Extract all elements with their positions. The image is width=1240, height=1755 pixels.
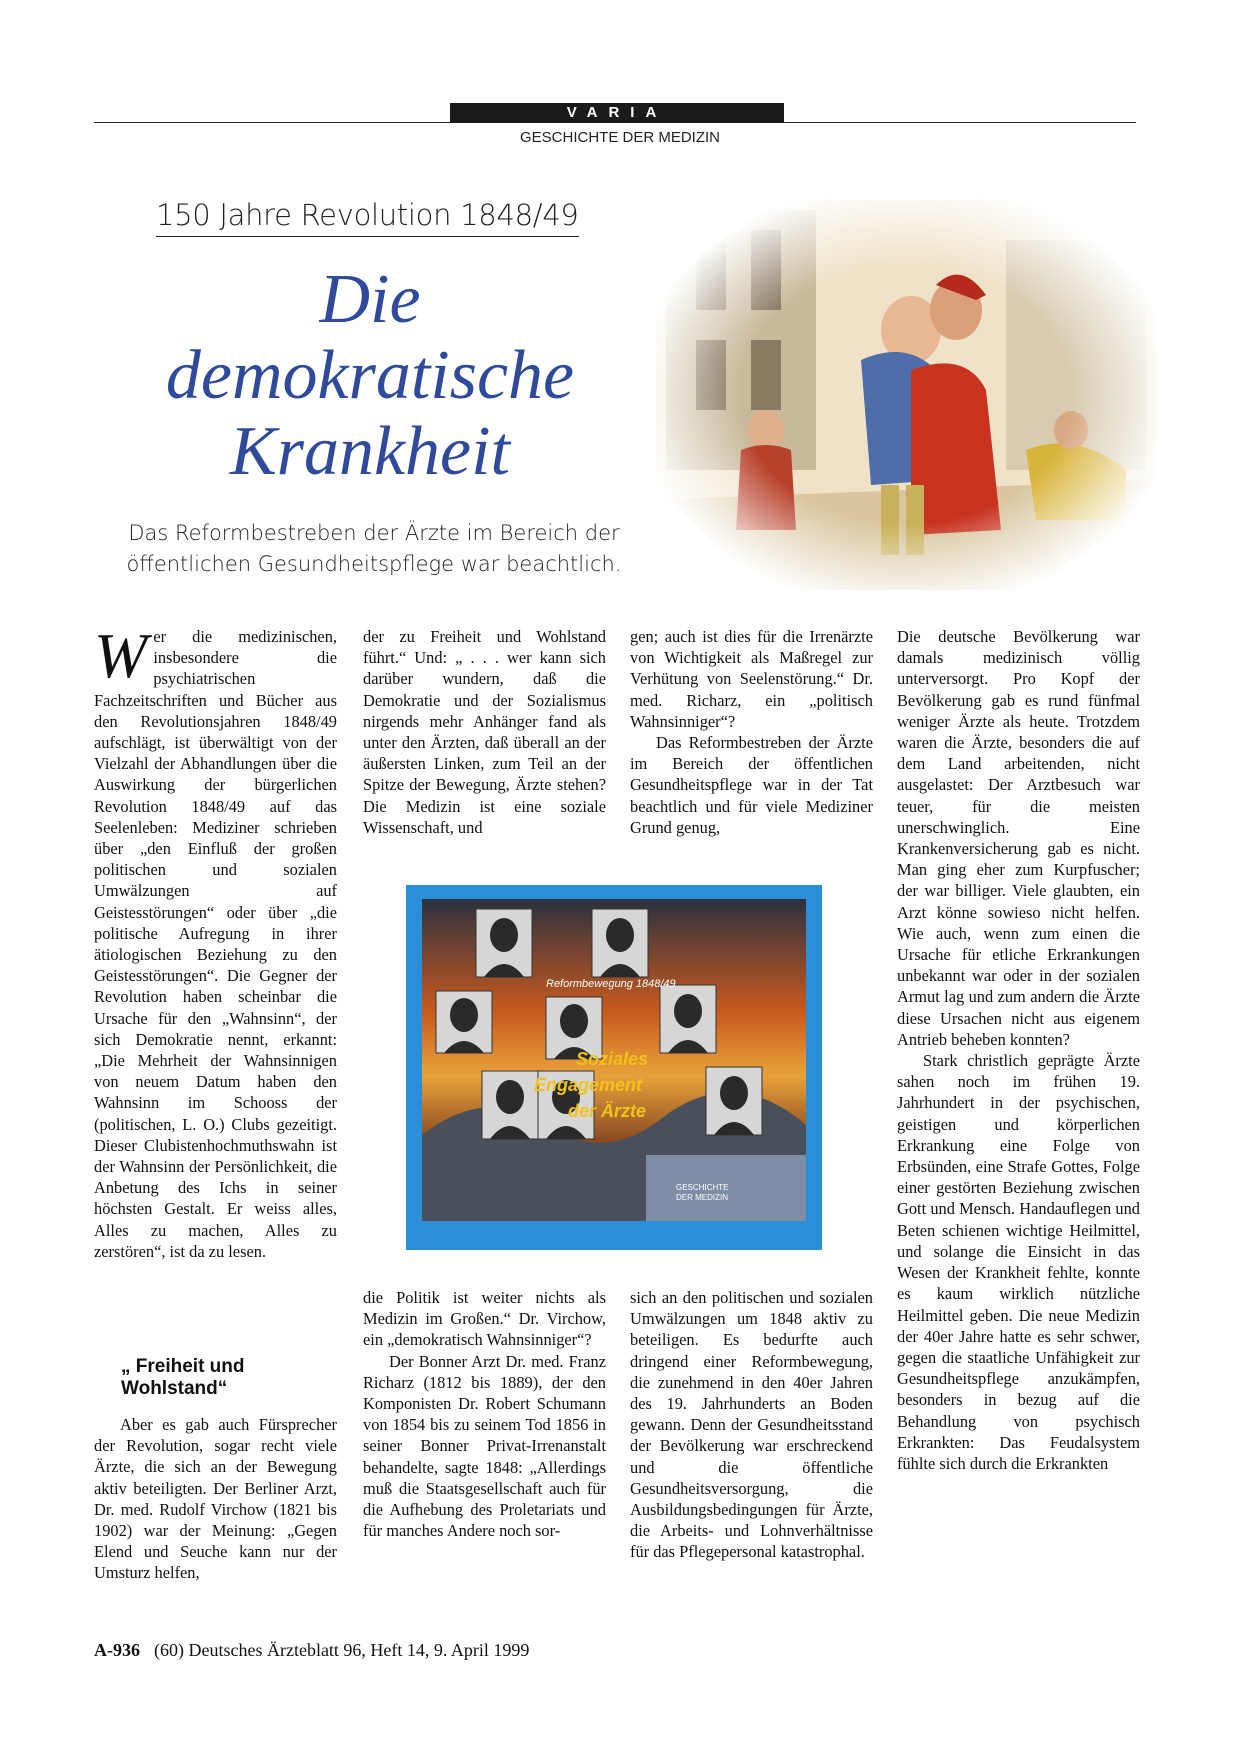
drop-cap: W — [94, 620, 148, 691]
paragraph: Der Bonner Arzt Dr. med. Franz Richarz (1812 bis 1889), der den Komponisten Dr. Robert Schumann von 1854 bis zu seinem Tod 1856 in seiner Bonner Privat-Irrenanstalt behandelte, sagte 1848: „Allerdings muß die Staatsgesellschaft auch für die Aufhebung des Proletariats und für manches Andere noch sor- — [363, 1351, 606, 1541]
paragraph: Stark christlich geprägte Ärzte sahen noch im frühen 19. Jahrhundert in der psychischen, geistigen und körperlichen Erkrankung eine Folge von Erbsünden, eine Strafe Gottes, Folge einer gestörten Beziehung zwischen Gott und Mensch. Handauflegen und Beten schienen wichtige Heilmittel, und solange die Einsicht in das Wesen der Krankheit fehlte, konnte es kaum wirklich nützliche Heilmittel geben. Die neue Medizin der 40er Jahre hatte es sehr schwer, gegen die staatliche Unfähigkeit zur Gesundheitspflege anzukämpfen, besonders in bezug auf die Behandlung von psychisch Erkrankten: Das Feudalsystem fühlte sich durch die Erkrankten — [897, 1051, 1140, 1473]
title-line: demokratische — [165, 337, 575, 414]
page-footer — [94, 1640, 529, 1661]
title-line: Krankheit — [230, 413, 510, 490]
article-subtitle: Das Reformbestreben der Ärzte im Bereich der öffentlichen Gesundheitspflege war beachtlich. — [126, 521, 622, 576]
paragraph: Das Reformbestreben der Ärzte im Bereich der öffentlichen Gesundheitspflege war in der Tat beachtlich und für viele Mediziner Grund genug, — [630, 733, 873, 837]
paragraph: gen; auch ist dies für die Irrenärzte von Wichtigkeit als Maßregel zur Verhütung von Seelenstörung.“ Dr. med. Richarz, ein „politisch Wahnsinniger“? — [630, 627, 873, 731]
column-4 — [897, 626, 1140, 1474]
subsection-label: GESCHICHTE DER MEDIZIN — [519, 129, 720, 146]
paragraph: er die medizinischen, insbesondere die psychiatrischen Fachzeitschriften und Bücher aus den Revolutionsjahren 1848/49 aufschlägt, ist überwältigt von der Vielzahl der Abhandlungen über die Auswirkung der bürgerlichen Revolution 1848/49 auf das Seelenleben: Mediziner schrieben über „den Einfluß der großen politischen und sozialen Umwälzungen auf Geistesstörungen“ oder über „die politische Aufregung in ihrer ätiologischen Beziehung zu den Geistesstörungen“. Die Gegner der Revolution haben scheinbar die Ursache für den „Wahnsinn“, der sich Demokratie nennt, erkannt: „Die Mehrheit der Wahnsinnigen von neuem Datum haben den Wahnsinn im Schooss der (politischen, L. O.) Clubs gezeitigt. Dieser Clubistenhochmuthswahn ist der Wahnsinn der Persönlichkeit, die Anbetung des Ichs in seiner höchsten Gestalt. Er weiss alles, Alles zu machen, Alles zu zerstören“, ist da zu lesen. — [94, 627, 337, 1261]
inset-badge-line: GESCHICHTE — [676, 1183, 729, 1192]
article-title — [100, 262, 640, 490]
inset-collage-image — [406, 885, 822, 1250]
column-3-continued — [630, 1287, 873, 1563]
page-code: A-936 — [94, 1640, 140, 1660]
column-1-continued — [94, 1414, 337, 1584]
inset-overlay-line: Engagement — [534, 1075, 643, 1095]
article-kicker: 150 Jahre Revolution 1848/49 — [156, 198, 579, 237]
column-1 — [94, 620, 337, 1262]
column-2-continued — [363, 1287, 606, 1541]
paragraph: sich an den politischen und sozialen Umwälzungen um 1848 aktiv zu beteiligen. Es bedurfte auch dringend einer Reformbewegung, die zunehmend in den 40er Jahren des 19. Jahrhunderts an Boden gewann. Denn der Gesundheitsstand der Bevölkerung war erschreckend und die öffentliche Gesundheitsversorgung, die Ausbildungsbedingungen für Ärzte, die Arbeits- und Lohnverhältnisse für das Pflegepersonal katastrophal. — [630, 1288, 873, 1562]
hero-illustration — [656, 200, 1156, 590]
citation: (60) Deutsches Ärzteblatt 96, Heft 14, 9. April 1999 — [154, 1640, 530, 1660]
column-2 — [363, 626, 606, 838]
inset-overlay-line: der Ärzte — [568, 1101, 647, 1121]
paragraph: Aber es gab auch Fürsprecher der Revolution, sogar recht viele Ärzte, die sich an der Bewegung aktiv beteiligten. Der Berliner Arzt, Dr. med. Rudolf Virchow (1821 bis 1902) war der Meinung: „Gegen Elend und Seuche kann nur der Umsturz helfen, — [94, 1415, 337, 1583]
section-label: VARIA — [450, 103, 784, 123]
paragraph: Die deutsche Bevölkerung war damals medizinisch völlig unterversorgt. Pro Kopf der Bevölkerung gab es rund fünfmal weniger Ärzte als heute. Trotzdem waren die Ärzte, besonders die auf dem Land arbeitenden, nicht ausgelastet: Der Arztbesuch war teuer, für die meisten unerschwinglich. Eine Krankenversicherung gab es nicht. Man ging eher zum Kurpfuscher; der war billiger. Viele glaubten, ein Arzt könne sowieso nicht helfen. Wie auch, wenn zum einen die Ursache für etliche Erkrankungen unbekannt war oder in der sozialen Armut lag und zum andern die Ärzte diese Ursachen nicht aus eigenem Antrieb beheben konnten? — [897, 627, 1140, 1049]
paragraph: die Politik ist weiter nichts als Medizin im Großen.“ Dr. Virchow, ein „demokratisch Wahnsinniger“? — [363, 1288, 606, 1350]
inset-caption: Reformbewegung 1848/49 — [546, 978, 676, 990]
inset-overlay-line: Soziales — [576, 1049, 649, 1069]
section-subhead: „ Freiheit und Wohlstand“ — [121, 1356, 245, 1399]
inset-badge-line: DER MEDIZIN — [676, 1193, 728, 1202]
title-line: Die — [319, 261, 421, 338]
column-3 — [630, 626, 873, 838]
paragraph: der zu Freiheit und Wohlstand führt.“ Und: „ . . . wer kann sich darüber wundern, daß die Demokratie und der Sozialismus nirgends mehr Anhänger fand als unter den Ärzten, daß überall an der äußersten Linken, zum Teil an der Spitze der Bewegung, Ärzte stehen? Die Medizin ist eine soziale Wissenschaft, und — [363, 627, 606, 837]
